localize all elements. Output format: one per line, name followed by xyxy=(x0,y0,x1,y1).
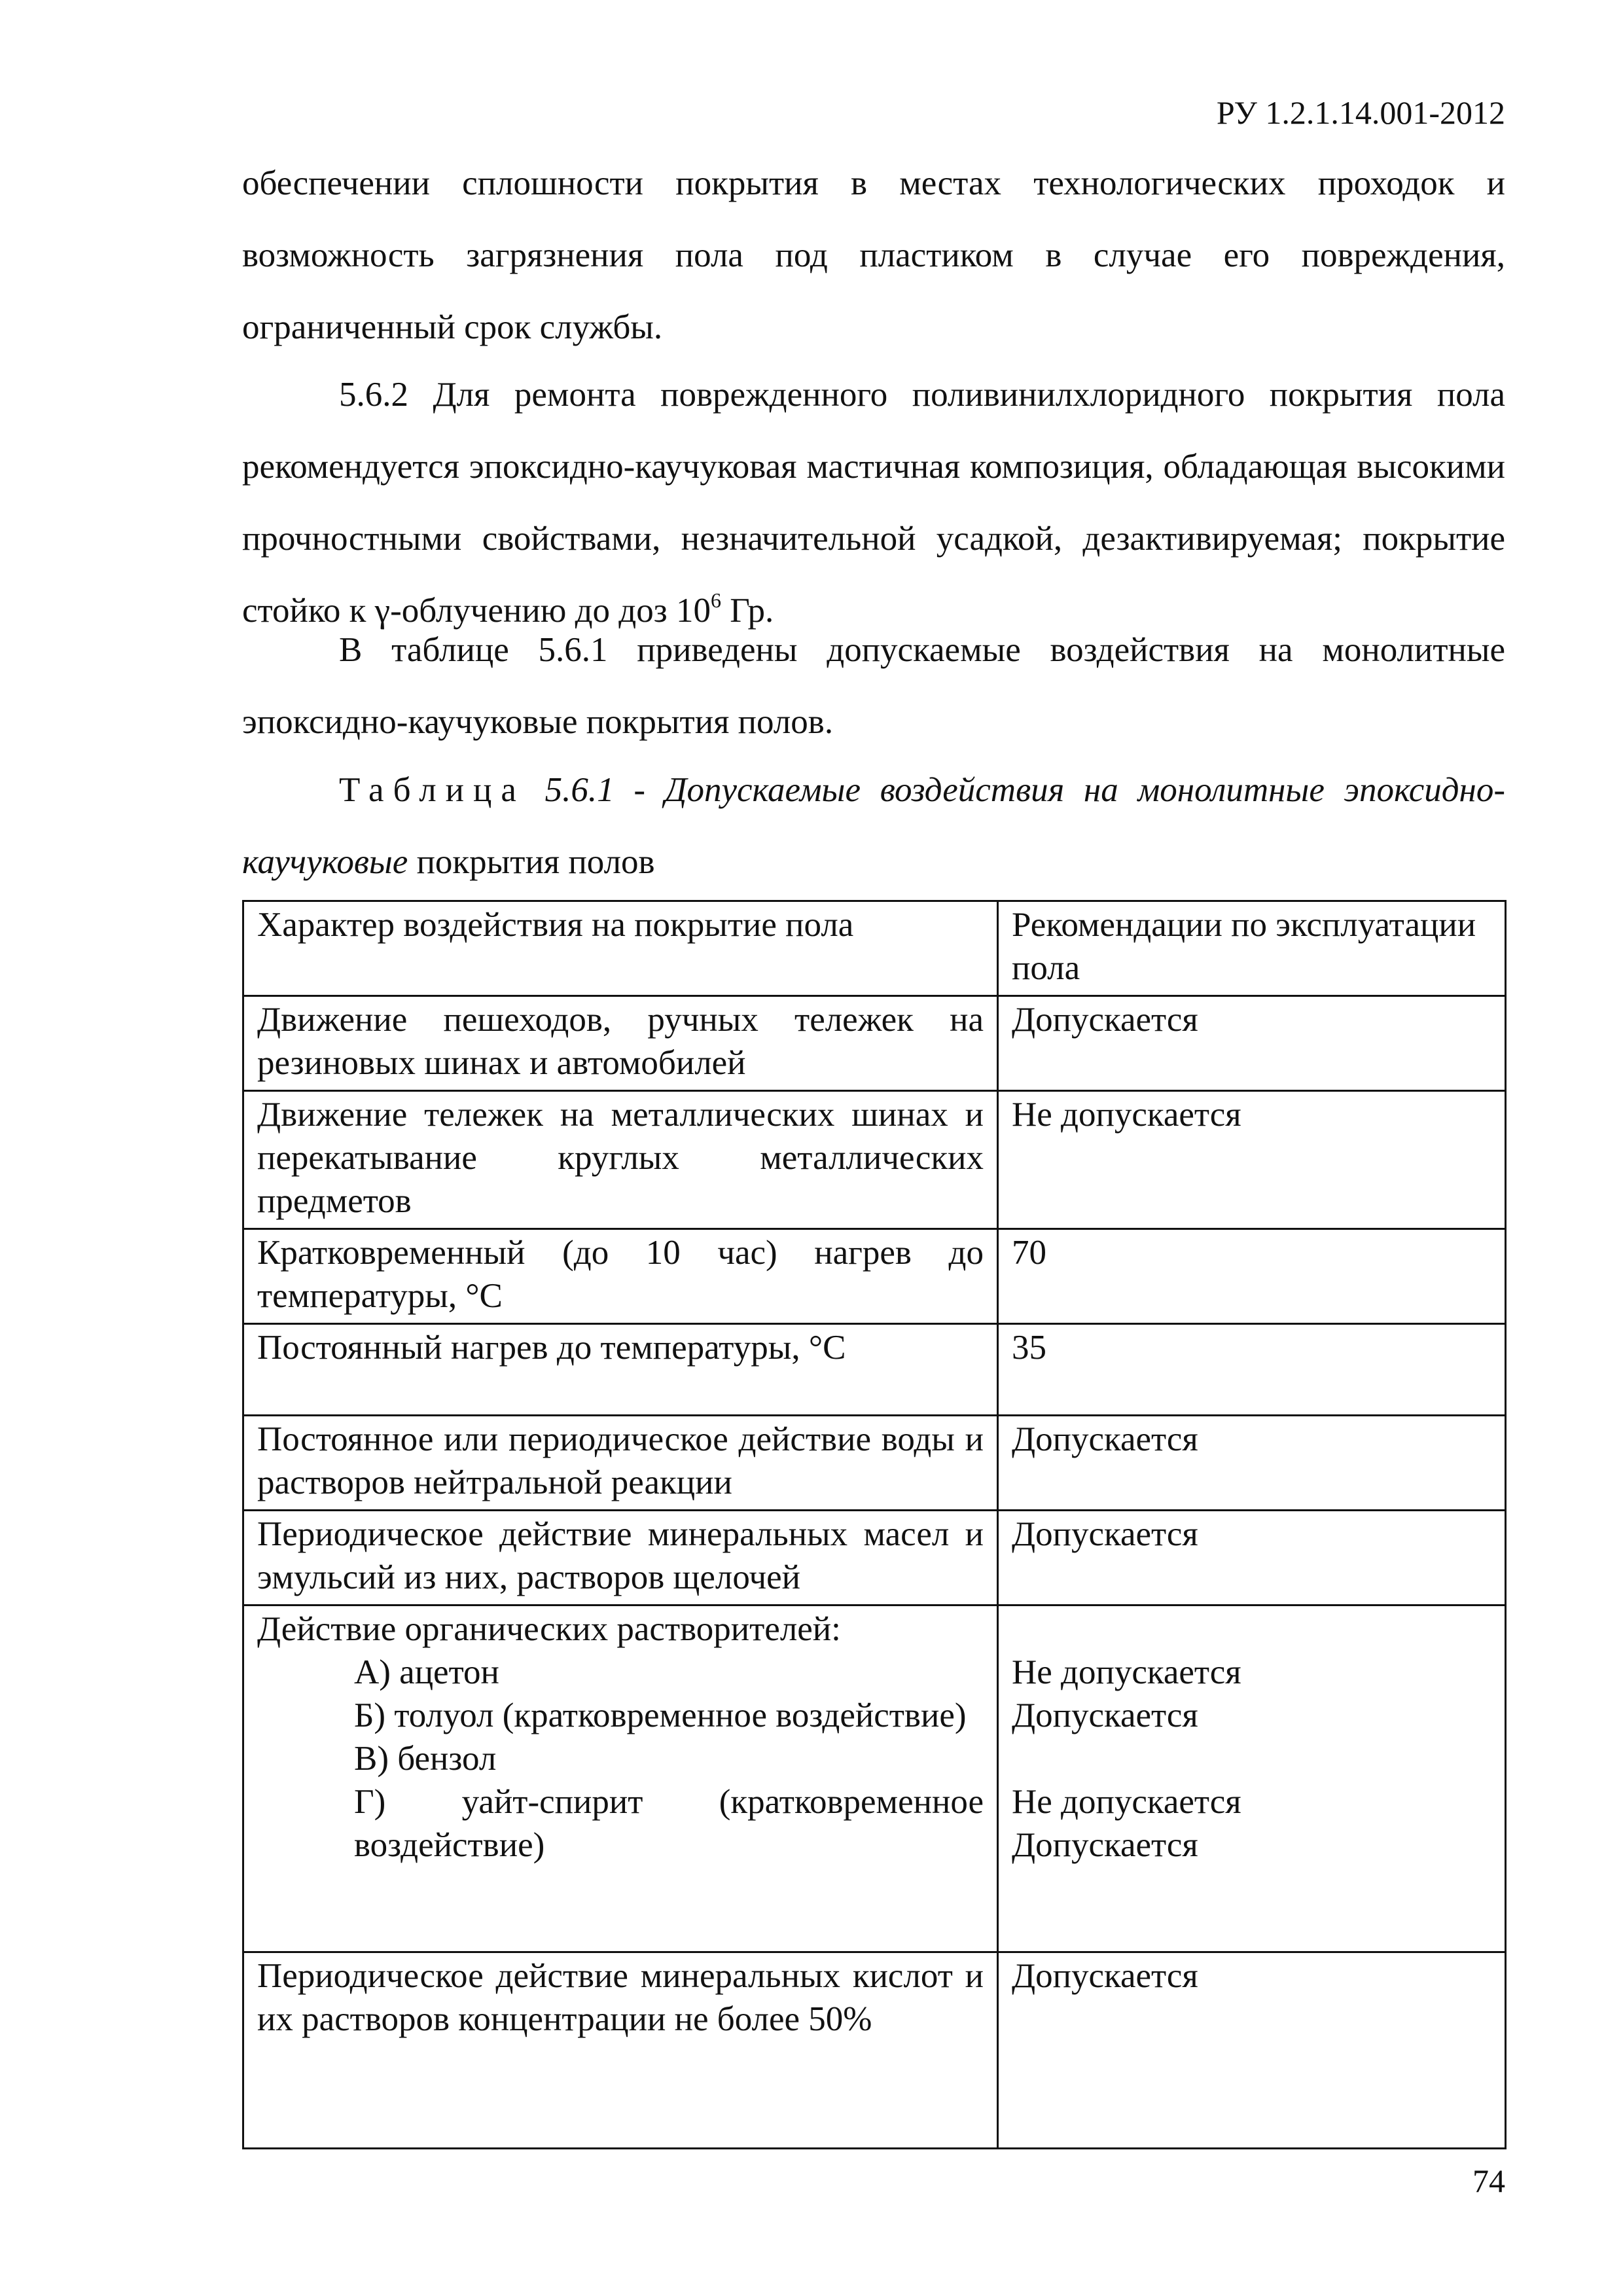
cell-solvents xyxy=(243,1605,998,1952)
rec-white-spirit: Допускается xyxy=(1012,1826,1198,1864)
table-caption-title: Допускаемые воздействия на монолитные эпоксидно-каучуковые xyxy=(242,771,1505,881)
paragraph-5-6-2-text xyxy=(242,359,1505,647)
header-recommendation: Рекомендации по эксплуатации пола xyxy=(998,901,1506,996)
table-row xyxy=(243,1229,1506,1324)
document-code: РУ 1.2.1.14.001-2012 xyxy=(1216,94,1505,131)
table-row xyxy=(243,1416,1506,1511)
cell-recommendation: Допускается xyxy=(998,1511,1506,1605)
cell-impact: Кратковременный (до 10 час) нагрев до температуры, °С xyxy=(243,1229,998,1324)
table-row xyxy=(243,1511,1506,1605)
rec-toluene: Допускается xyxy=(1012,1696,1198,1734)
page-number: 74 xyxy=(1472,2162,1505,2199)
exponent: 6 xyxy=(710,588,721,612)
table-caption xyxy=(242,754,1505,898)
unit-gray: Гр. xyxy=(721,592,774,630)
table-row-solvents xyxy=(243,1605,1506,1952)
table-caption-label: Таблица xyxy=(339,771,526,809)
cell-recommendation: Допускается xyxy=(998,996,1506,1091)
cell-impact: Периодическое действие минеральных масел и эмульсий из них, растворов щелочей xyxy=(243,1511,998,1605)
cell-recommendation: 35 xyxy=(998,1324,1506,1416)
table-header-row xyxy=(243,901,1506,996)
cell-impact: Движение пешеходов, ручных тележек на резиновых шинах и автомобилей xyxy=(243,996,998,1091)
impact-table xyxy=(242,900,1507,2149)
paragraph-5-6-2 xyxy=(242,359,1505,647)
table-caption-text xyxy=(242,754,1505,898)
cell-impact: Периодическое действие минеральных кислот и их растворов концентрации не более 50% xyxy=(243,1952,998,2149)
paragraph-5-6-2-main: 5.6.2 Для ремонта поврежденного поливинилхлоридного покрытия пола рекомендуется эпоксидно-каучуковая мастичная композиция, обладающая высокими прочностными свойствами, незначительной усадкой, дезактивируемая; покрытие стойко к γ-облучению до доз 10 xyxy=(242,376,1505,630)
paragraph-continuation-text: обеспечении сплошности покрытия в местах технологических проходок и возможность загрязнения пола под пластиком в случае его повреждения, ограниченный срок службы. xyxy=(242,164,1505,346)
rec-benzene: Не допускается xyxy=(1012,1783,1241,1821)
paragraph-continuation xyxy=(242,147,1505,363)
solvent-acetone: А) ацетон xyxy=(354,1653,499,1691)
solvents-title: Действие органических растворителей: xyxy=(257,1610,841,1648)
table-caption-tail: покрытия полов xyxy=(408,843,655,881)
cell-impact: Постоянный нагрев до температуры, °С xyxy=(243,1324,998,1416)
solvent-benzene: В) бензол xyxy=(354,1740,497,1778)
cell-recommendation: Не допускается xyxy=(998,1091,1506,1229)
table-row xyxy=(243,1091,1506,1229)
paragraph-table-intro xyxy=(242,614,1505,758)
solvent-white-spirit: Г) уайт-спирит (кратковременное воздействие) xyxy=(354,1783,984,1864)
table-row xyxy=(243,1324,1506,1416)
table-row xyxy=(243,996,1506,1091)
cell-recommendation: Допускается xyxy=(998,1952,1506,2149)
table-row xyxy=(243,1952,1506,2149)
table-caption-number: 5.6.1 - xyxy=(525,771,665,809)
cell-solvents-recommendations xyxy=(998,1605,1506,1952)
cell-recommendation: 70 xyxy=(998,1229,1506,1324)
cell-impact: Постоянное или периодическое действие воды и растворов нейтральной реакции xyxy=(243,1416,998,1511)
cell-impact: Движение тележек на металлических шинах и перекатывание круглых металлических предметов xyxy=(243,1091,998,1229)
paragraph-table-intro-text: В таблице 5.6.1 приведены допускаемые воздействия на монолитные эпоксидно-каучуковые покрытия полов. xyxy=(242,631,1505,741)
spacer xyxy=(1012,1607,1491,1651)
header-impact: Характер воздействия на покрытие пола xyxy=(243,901,998,996)
cell-recommendation: Допускается xyxy=(998,1416,1506,1511)
solvent-toluene: Б) толуол (кратковременное воздействие) xyxy=(354,1696,967,1734)
rec-acetone: Не допускается xyxy=(1012,1653,1241,1691)
